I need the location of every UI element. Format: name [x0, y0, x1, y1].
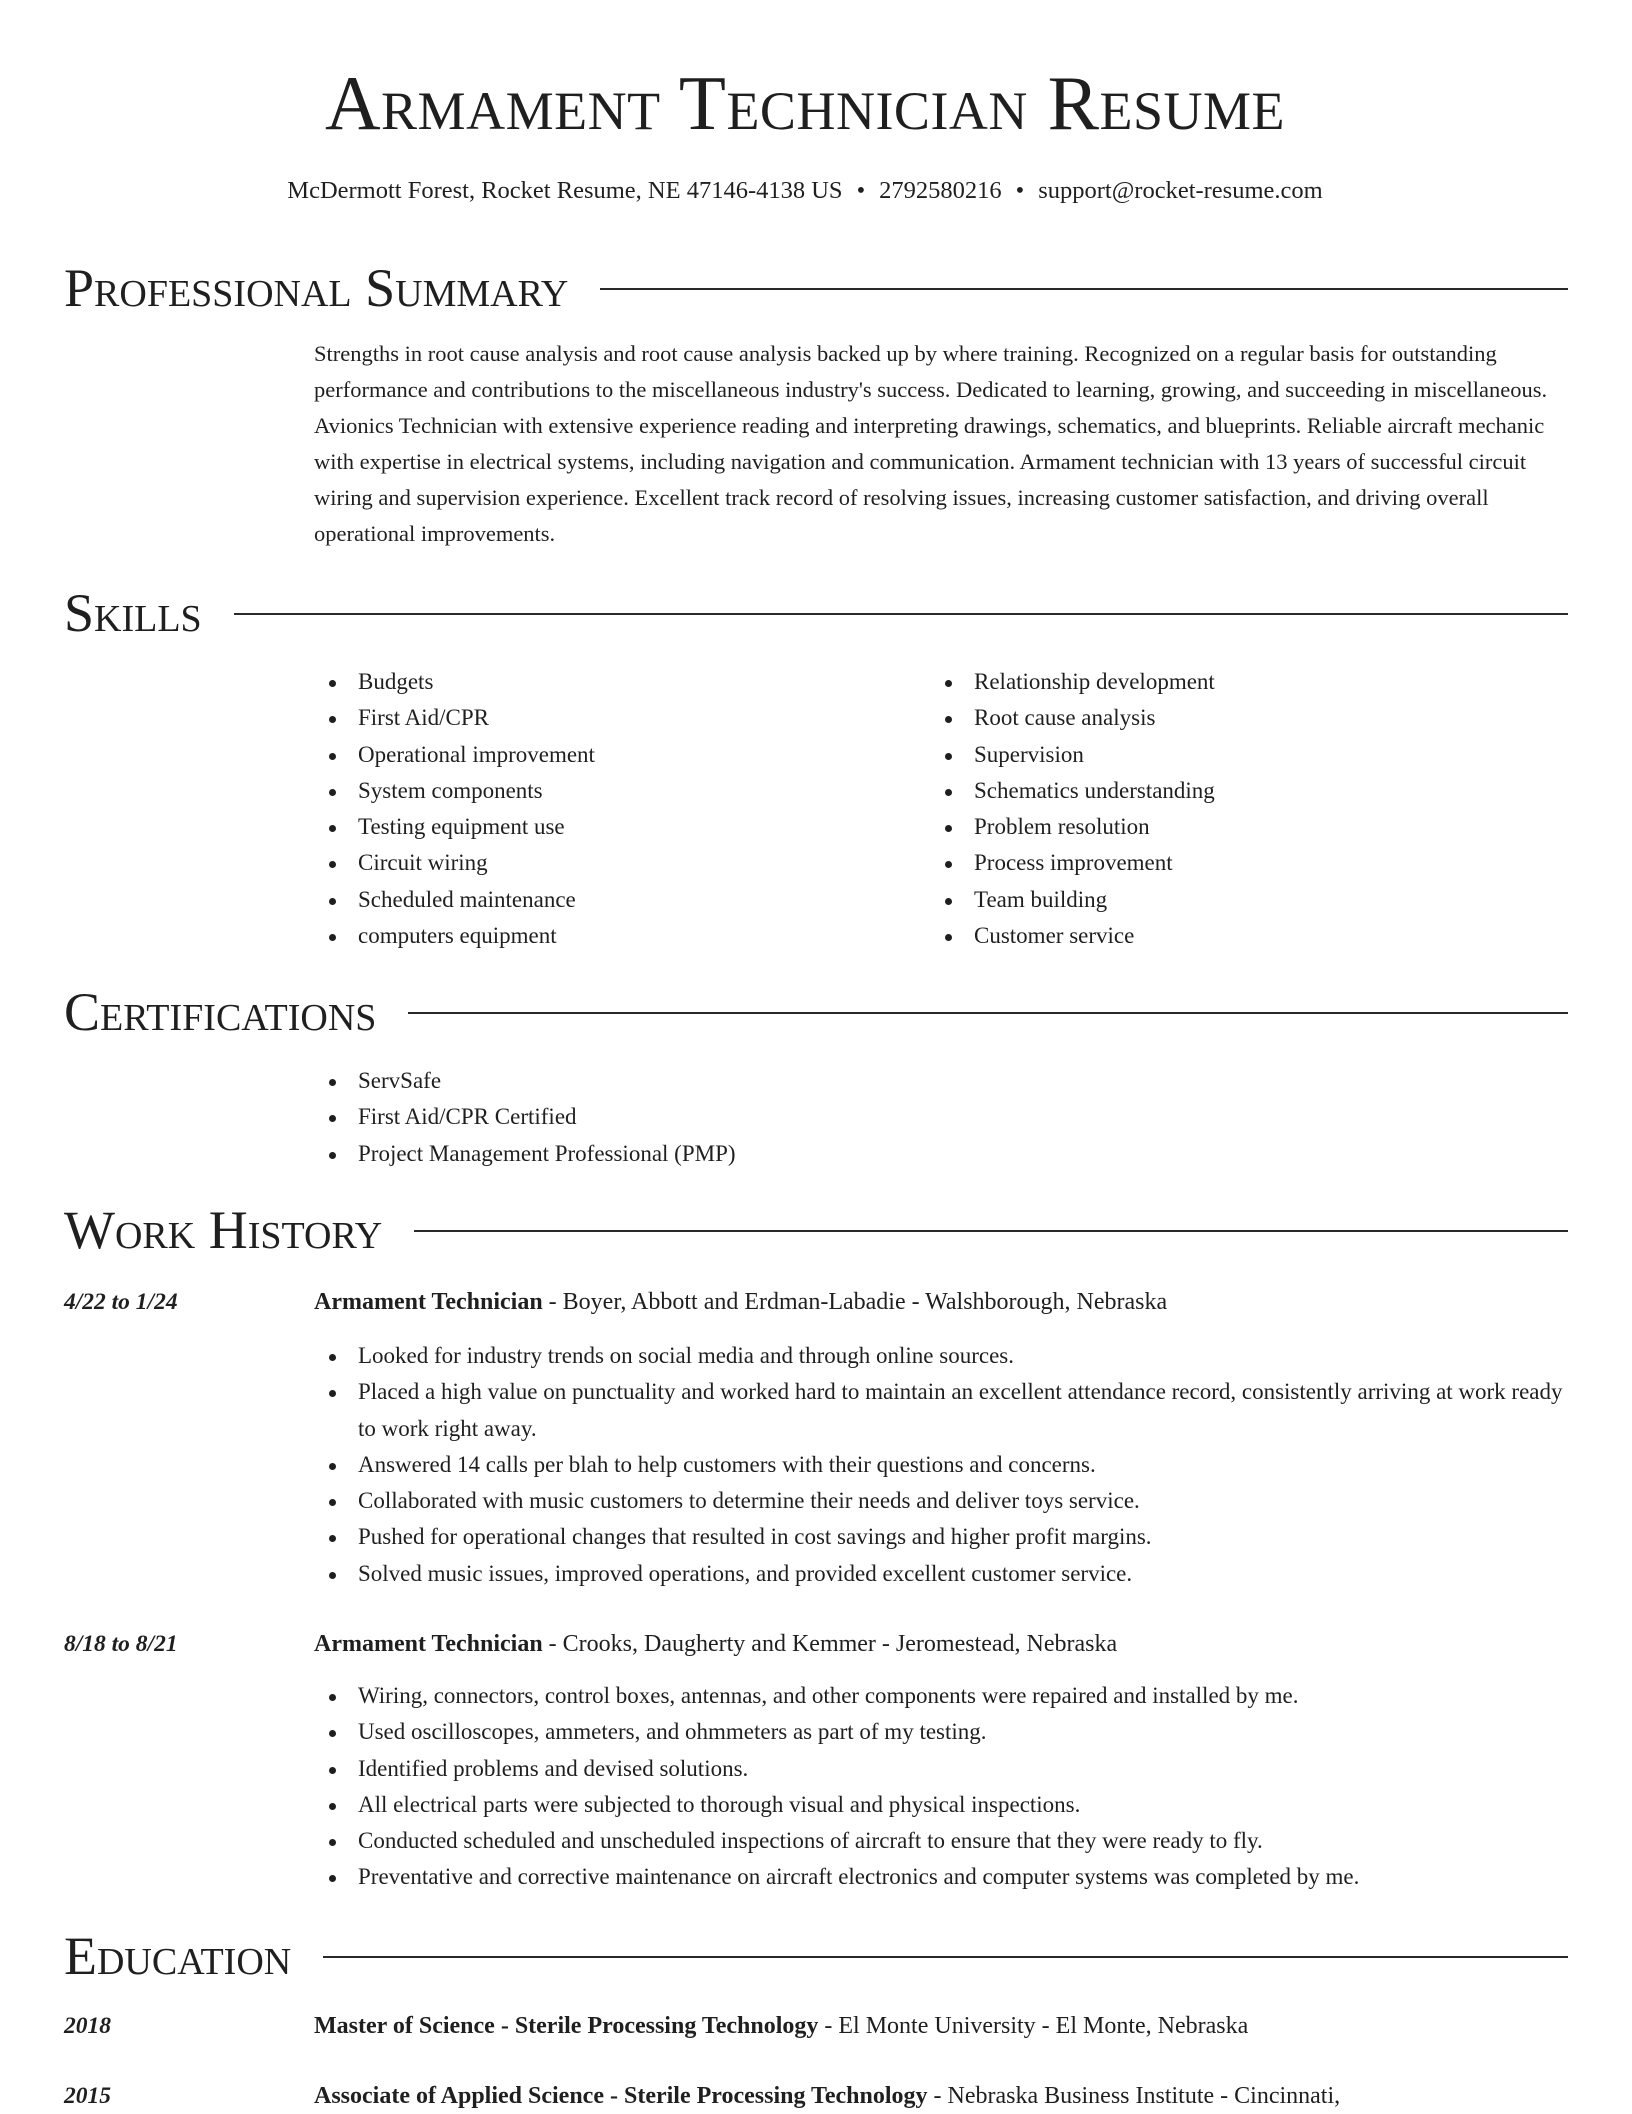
certification-item: ServSafe: [314, 1063, 1514, 1099]
certification-item: First Aid/CPR Certified: [314, 1099, 1514, 1135]
certification-item: Project Management Professional (PMP): [314, 1136, 1514, 1172]
section-title: Work History: [64, 1200, 383, 1260]
job-title: Armament Technician: [314, 1289, 543, 1315]
skill-item: Budgets: [314, 664, 914, 700]
skill-item: Relationship development: [930, 664, 1530, 700]
skill-item: Team building: [930, 882, 1530, 918]
certifications-list: [314, 1063, 1514, 1172]
skill-item: Circuit wiring: [314, 845, 914, 881]
job-bullet: Collaborated with music customers to determine their needs and deliver toys service.: [314, 1483, 1574, 1519]
job-bullet: Pushed for operational changes that resulted in cost savings and higher profit margins.: [314, 1519, 1574, 1555]
section-rule: [234, 613, 1568, 615]
job-bullet: Answered 14 calls per blah to help customers with their questions and concerns.: [314, 1447, 1574, 1483]
job-company-location: - Crooks, Daugherty and Kemmer - Jeromestead, Nebraska: [542, 1631, 1118, 1657]
job-company-location: - Boyer, Abbott and Erdman-Labadie - Walshborough, Nebraska: [542, 1289, 1168, 1315]
education-heading: [314, 2008, 1574, 2044]
job-title: Armament Technician: [314, 1631, 543, 1657]
resume-title: Armament Technician Resume: [324, 60, 1286, 146]
education-year: 2015: [64, 2083, 111, 2109]
skill-item: Root cause analysis: [930, 700, 1530, 736]
education-heading: [314, 2078, 1574, 2114]
skill-item: System components: [314, 773, 914, 809]
section-rule: [600, 288, 1568, 290]
section-work-header: [64, 1200, 1568, 1260]
job-dates: 8/18 to 8/21: [64, 1631, 178, 1657]
skill-item: computers equipment: [314, 918, 914, 954]
education-degree: Associate of Applied Science - Sterile Processing Technology: [314, 2083, 928, 2109]
job-bullet: Used oscilloscopes, ammeters, and ohmmeters as part of my testing.: [314, 1714, 1574, 1750]
skill-item: Supervision: [930, 737, 1530, 773]
skill-item: Customer service: [930, 918, 1530, 954]
section-title: Certifications: [64, 982, 377, 1042]
contact-address: McDermott Forest, Rocket Resume, NE 47146-4138 US: [287, 177, 843, 204]
section-education-header: [64, 1926, 1568, 1986]
contact-line: [0, 174, 1610, 208]
job-bullet: Preventative and corrective maintenance on aircraft electronics and computer systems was completed by me.: [314, 1859, 1574, 1895]
job-bullet: Identified problems and devised solutions.: [314, 1751, 1574, 1787]
contact-email: support@rocket-resume.com: [1038, 177, 1323, 204]
job-bullet: Solved music issues, improved operations, and provided excellent customer service.: [314, 1556, 1574, 1592]
section-rule: [408, 1012, 1568, 1014]
job-bullet: Conducted scheduled and unscheduled inspections of aircraft to ensure that they were ready to fly.: [314, 1823, 1574, 1859]
section-title: Education: [64, 1926, 292, 1986]
section-certifications-header: [64, 982, 1568, 1042]
summary-text: Strengths in root cause analysis and root cause analysis backed up by where training. Recognized on a regular basis for outstanding performance and contributions to the miscellaneous industry's success. Dedicated to learning, growing, and succeeding in miscellaneous. Avionics Technician with extensive experience reading and interpreting drawings, schematics, and blueprints. Reliable aircraft mechanic with expertise in electrical systems, including navigation and communication. Armament technician with 13 years of successful circuit wiring and supervision experience. Excellent track record of resolving issues, increasing customer satisfaction, and driving overall operational improvements.: [314, 341, 1548, 546]
job-bullets: [314, 1338, 1574, 1592]
skill-item: Problem resolution: [930, 809, 1530, 845]
education-year: 2018: [64, 2013, 111, 2039]
education-school: - Nebraska Business Institute - Cincinnati,: [927, 2083, 1341, 2109]
section-skills-header: [64, 583, 1568, 643]
job-bullet: All electrical parts were subjected to thorough visual and physical inspections.: [314, 1787, 1574, 1823]
job-bullet: Wiring, connectors, control boxes, antennas, and other components were repaired and installed by me.: [314, 1678, 1574, 1714]
skill-item: Testing equipment use: [314, 809, 914, 845]
skill-item: Scheduled maintenance: [314, 882, 914, 918]
education-school: - El Monte University - El Monte, Nebraska: [818, 2013, 1249, 2039]
job-dates: 4/22 to 1/24: [64, 1289, 178, 1315]
skills-list-right: [930, 664, 1530, 954]
skill-item: Process improvement: [930, 845, 1530, 881]
job-bullets: [314, 1678, 1574, 1896]
contact-phone: 2792580216: [879, 177, 1002, 204]
job-heading: [314, 1626, 1574, 1662]
skill-item: Schematics understanding: [930, 773, 1530, 809]
separator-dot: •: [1015, 177, 1025, 204]
section-title: Professional Summary: [64, 258, 569, 318]
skills-list-left: [314, 664, 914, 954]
skill-item: First Aid/CPR: [314, 700, 914, 736]
education-degree: Master of Science - Sterile Processing Technology: [314, 2013, 819, 2039]
job-heading: [314, 1284, 1574, 1320]
section-summary-header: [64, 258, 1568, 318]
section-rule: [323, 1956, 1568, 1958]
section-rule: [414, 1230, 1568, 1232]
section-title: Skills: [64, 583, 202, 643]
skill-item: Operational improvement: [314, 737, 914, 773]
job-bullet: Looked for industry trends on social media and through online sources.: [314, 1338, 1574, 1374]
job-bullet: Placed a high value on punctuality and worked hard to maintain an excellent attendance record, consistently arriving at work ready to work right away.: [314, 1374, 1574, 1447]
separator-dot: •: [856, 177, 866, 204]
